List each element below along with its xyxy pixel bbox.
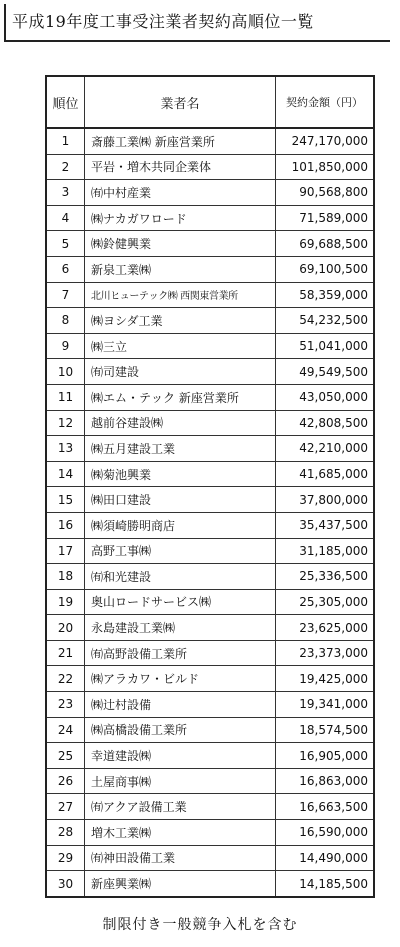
table-row: [46, 717, 374, 743]
company-name-cell: ㈱鈴健興業: [85, 231, 276, 257]
rank-cell: 15: [46, 487, 85, 513]
table-row: [46, 487, 374, 513]
table-row: [46, 743, 374, 769]
footer-note: 制限付き一般競争入札を含む: [102, 917, 298, 933]
company-name-cell: ㈱菊池興業: [85, 461, 276, 487]
contract-amount-cell: 25,336,500: [276, 564, 375, 590]
company-name-cell: ㈲和光建設: [85, 564, 276, 590]
contract-amount-cell: 18,574,500: [276, 717, 375, 743]
company-name-cell: ㈱三立: [85, 333, 276, 359]
company-name-cell: ㈱須崎勝明商店: [85, 512, 276, 538]
rank-cell: 8: [46, 308, 85, 334]
table-row: [46, 359, 374, 385]
rank-cell: 26: [46, 768, 85, 794]
table-row: [46, 666, 374, 692]
table-row: [46, 308, 374, 334]
table-row: [46, 538, 374, 564]
rank-cell: 28: [46, 820, 85, 846]
company-name-cell: ㈲高野設備工業所: [85, 640, 276, 666]
rank-cell: 29: [46, 845, 85, 871]
rank-cell: 20: [46, 615, 85, 641]
contract-amount-cell: 247,170,000: [276, 128, 375, 154]
contract-amount-cell: 16,590,000: [276, 820, 375, 846]
contract-amount-cell: 16,663,500: [276, 794, 375, 820]
company-name-cell: 斎藤工業㈱ 新座営業所: [85, 128, 276, 154]
rank-cell: 14: [46, 461, 85, 487]
contract-amount-cell: 41,685,000: [276, 461, 375, 487]
rank-cell: 19: [46, 589, 85, 615]
contract-amount-cell: 23,373,000: [276, 640, 375, 666]
contract-amount-cell: 16,863,000: [276, 768, 375, 794]
rank-cell: 17: [46, 538, 85, 564]
table-body: [46, 128, 374, 897]
rank-cell: 23: [46, 692, 85, 718]
contract-amount-cell: 31,185,000: [276, 538, 375, 564]
company-name-cell: 新座興業㈱: [85, 871, 276, 897]
contract-amount-cell: 71,589,000: [276, 205, 375, 231]
company-name-cell: 奥山ロードサービス㈱: [85, 589, 276, 615]
table-row: [46, 180, 374, 206]
rank-cell: 7: [46, 282, 85, 308]
rank-cell: 21: [46, 640, 85, 666]
table-row: [46, 282, 374, 308]
contract-amount-cell: 49,549,500: [276, 359, 375, 385]
rank-cell: 13: [46, 436, 85, 462]
company-name-cell: ㈱アラカワ・ビルド: [85, 666, 276, 692]
company-name-cell: ㈱高橋設備工業所: [85, 717, 276, 743]
contract-amount-cell: 51,041,000: [276, 333, 375, 359]
contract-amount-cell: 14,490,000: [276, 845, 375, 871]
table-header: [46, 76, 374, 128]
header-name: 業者名: [85, 76, 276, 128]
table-row: [46, 154, 374, 180]
contract-amount-cell: 58,359,000: [276, 282, 375, 308]
contract-amount-cell: 69,688,500: [276, 231, 375, 257]
table-row: [46, 256, 374, 282]
contract-ranking-table-wrapper: [45, 75, 375, 898]
contract-amount-cell: 23,625,000: [276, 615, 375, 641]
header-rank: 順位: [46, 76, 85, 128]
rank-cell: 5: [46, 231, 85, 257]
contract-amount-cell: 42,210,000: [276, 436, 375, 462]
rank-cell: 22: [46, 666, 85, 692]
rank-cell: 24: [46, 717, 85, 743]
contract-amount-cell: 19,425,000: [276, 666, 375, 692]
table-row: [46, 794, 374, 820]
table-row: [46, 564, 374, 590]
contract-amount-cell: 37,800,000: [276, 487, 375, 513]
company-name-cell: ㈲アクア設備工業: [85, 794, 276, 820]
table-row: [46, 589, 374, 615]
rank-cell: 30: [46, 871, 85, 897]
table-row: [46, 231, 374, 257]
rank-cell: 4: [46, 205, 85, 231]
rank-cell: 9: [46, 333, 85, 359]
contract-amount-cell: 35,437,500: [276, 512, 375, 538]
contract-amount-cell: 43,050,000: [276, 384, 375, 410]
table-row: [46, 820, 374, 846]
contract-amount-cell: 101,850,000: [276, 154, 375, 180]
table-row: [46, 640, 374, 666]
contract-amount-cell: 54,232,500: [276, 308, 375, 334]
company-name-cell: ㈲司建設: [85, 359, 276, 385]
table-row: [46, 205, 374, 231]
company-name-cell: ㈱エム・テック 新座営業所: [85, 384, 276, 410]
rank-cell: 18: [46, 564, 85, 590]
contract-amount-cell: 69,100,500: [276, 256, 375, 282]
table-row: [46, 845, 374, 871]
company-name-cell: ㈱ナカガワロード: [85, 205, 276, 231]
rank-cell: 2: [46, 154, 85, 180]
company-name-cell: ㈱五月建設工業: [85, 436, 276, 462]
contract-amount-cell: 16,905,000: [276, 743, 375, 769]
rank-cell: 6: [46, 256, 85, 282]
contract-amount-cell: 14,185,500: [276, 871, 375, 897]
rank-cell: 16: [46, 512, 85, 538]
company-name-cell: 平岩・増木共同企業体: [85, 154, 276, 180]
contract-amount-cell: 42,808,500: [276, 410, 375, 436]
company-name-cell: ㈱田口建設: [85, 487, 276, 513]
rank-cell: 25: [46, 743, 85, 769]
table-row: [46, 410, 374, 436]
table-row: [46, 461, 374, 487]
rank-cell: 3: [46, 180, 85, 206]
company-name-cell: 増木工業㈱: [85, 820, 276, 846]
rank-cell: 1: [46, 128, 85, 154]
company-name-cell: 越前谷建設㈱: [85, 410, 276, 436]
page-title: 平成19年度工事受注業者契約高順位一覧: [4, 4, 390, 42]
table-row: [46, 436, 374, 462]
company-name-cell: ㈱辻村設備: [85, 692, 276, 718]
table-row: [46, 615, 374, 641]
company-name-cell: 永島建設工業㈱: [85, 615, 276, 641]
company-name-cell: 土屋商事㈱: [85, 768, 276, 794]
table-row: [46, 871, 374, 897]
table-header-row: [46, 76, 374, 128]
header-amount: 契約金額（円）: [276, 76, 375, 128]
company-name-cell: ㈲神田設備工業: [85, 845, 276, 871]
rank-cell: 27: [46, 794, 85, 820]
rank-cell: 10: [46, 359, 85, 385]
contract-amount-cell: 19,341,000: [276, 692, 375, 718]
company-name-cell: ㈱ヨシダ工業: [85, 308, 276, 334]
table-row: [46, 333, 374, 359]
rank-cell: 11: [46, 384, 85, 410]
company-name-cell: 新泉工業㈱: [85, 256, 276, 282]
table-row: [46, 692, 374, 718]
table-row: [46, 128, 374, 154]
table-row: [46, 512, 374, 538]
contract-amount-cell: 25,305,000: [276, 589, 375, 615]
company-name-cell: ㈲中村産業: [85, 180, 276, 206]
table-row: [46, 384, 374, 410]
table-row: [46, 768, 374, 794]
company-name-cell: 高野工事㈱: [85, 538, 276, 564]
contract-amount-cell: 90,568,800: [276, 180, 375, 206]
company-name-cell: 幸道建設㈱: [85, 743, 276, 769]
contract-ranking-table: [45, 75, 375, 898]
rank-cell: 12: [46, 410, 85, 436]
company-name-cell: 北川ヒューテック㈱ 西関東営業所: [85, 282, 276, 308]
